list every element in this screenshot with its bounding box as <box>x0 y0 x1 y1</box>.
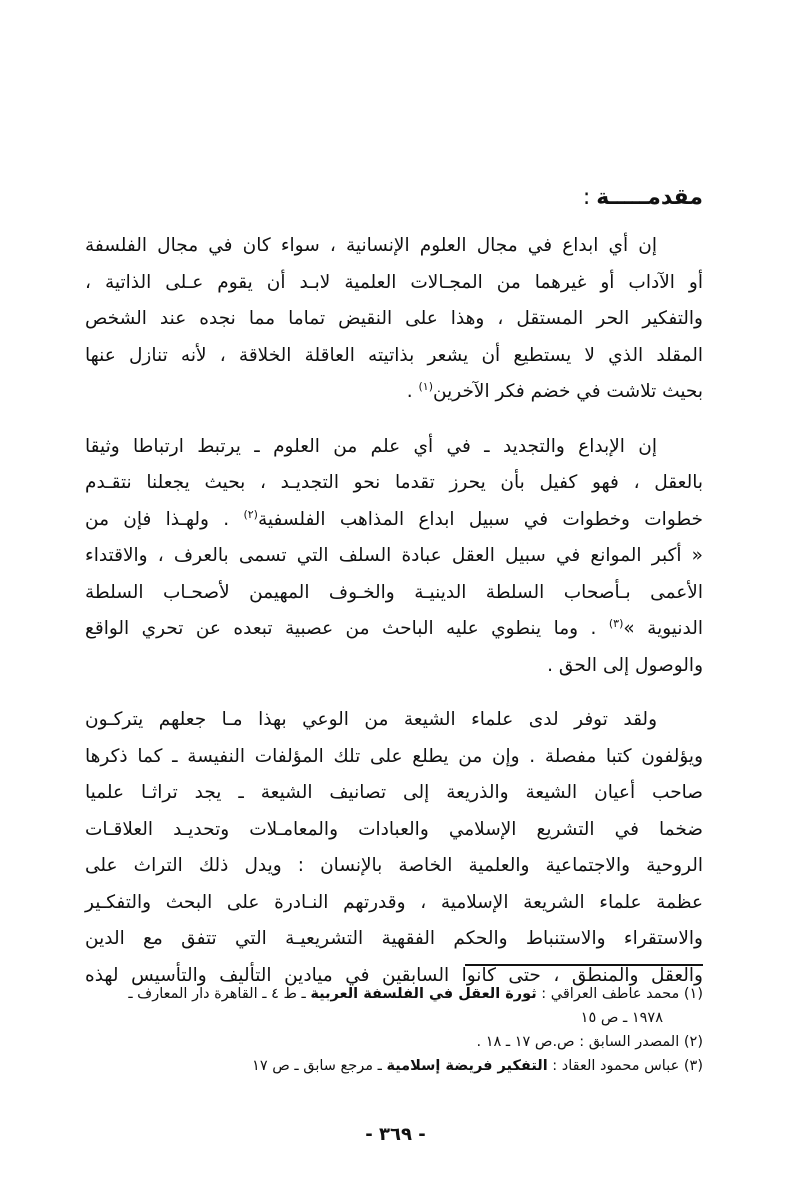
footnote-book-title: ثورة العقل في الفلسفة العربية <box>310 986 537 1002</box>
footnote-3 <box>83 1054 703 1078</box>
footnote-1 <box>83 982 703 1006</box>
page-number: - ٣٦٩ - <box>365 1124 426 1145</box>
footnote-1-continuation: ١٩٧٨ ـ ص ١٥ <box>580 1010 663 1026</box>
heading-title: مقدمـــــة <box>596 185 703 210</box>
text-line: ويؤلفون كتبا مفصلة . وإن من يطلع على تلك المؤلفات النفيسة ـ كما ذكرها <box>85 745 703 767</box>
text-segment: خطوات وخطوات في سبيل ابداع المذاهب الفلسفية <box>257 508 703 530</box>
section-heading <box>583 180 703 216</box>
text-line: الروحية والاجتماعية والعلمية الخاصة بالإنسان : ويدل ذلك التراث على <box>85 855 703 876</box>
text-line: والتفكير الحر المستقل ، وهذا على النقيض تماما مما نجده عند الشخص <box>85 308 703 329</box>
footnote-number: (١) <box>683 986 703 1002</box>
text-line: ولقد توفر لدى علماء الشيعة من الوعي بهذا مـا جعلهم يتركـون <box>85 709 657 730</box>
footnote-ref-1[interactable]: (١) <box>418 379 434 393</box>
text-line: الأعمى بـأصحاب السلطة الدينيـة والخـوف المهيمن لأصحـاب السلطة <box>85 581 703 603</box>
text-line: أو الآداب أو غيرهما من المجـالات العلمية لابـد أن يقوم عـلى الذاتية ، <box>85 271 703 293</box>
heading-colon: : <box>582 185 591 210</box>
text-line: صاحب أعيان الشيعة والذريعة إلى تصانيف الشيعة ـ يجد تراثـا علميا <box>85 782 703 803</box>
text-line: والعقل والمنطق ، حتى كانوا السابقين في ميادين التأليف والتأسيس لهذه <box>85 964 703 986</box>
text-line: إن الإبداع والتجديد ـ في أي علم من العلوم ـ يرتبط ارتباطا وثيقا <box>85 435 657 457</box>
footnotes <box>83 982 703 1078</box>
footnote-text: ـ مرجع سابق ـ ص ١٧ <box>252 1058 387 1074</box>
footnote-separator <box>465 964 703 966</box>
paragraph-1 <box>85 228 703 411</box>
footnote-2 <box>83 1030 703 1054</box>
text-segment: . ولهـذا فإن من <box>85 508 244 530</box>
text-line: ضخما في التشريع الإسلامي والعبادات والمعامـلات وتحديـد العلاقـات <box>85 818 703 840</box>
text-line: إن أي ابداع في مجال العلوم الإنسانية ، سواء كان في مجال الفلسفة <box>85 235 657 256</box>
footnote-number: (٢) <box>683 1034 703 1050</box>
footnote-text: المصدر السابق : ص.ص ١٧ ـ ١٨ . <box>476 1034 684 1050</box>
text-line: والاستقراء والاستنباط والحكم الفقهية التشريعيـة التي تتفق مع الدين <box>85 928 703 949</box>
footnote-number: (٣) <box>683 1058 703 1074</box>
text-line <box>85 374 703 411</box>
text-line: المقلد الذي لا يستطيع أن يشعر بذاتيته العاقلة الخلاقة ، لأنه تنازل عنها <box>85 344 703 366</box>
paragraph-3 <box>85 702 703 994</box>
footnote-book-title: التفكير فريضة إسلامية <box>386 1058 548 1074</box>
text-line: عظمة علماء الشريعة الإسلامية ، وقدرتهم النـادرة على البحث والتفكـير <box>85 891 703 913</box>
text-segment: بحيث تلاشت في خضم فكر الآخرين <box>433 381 703 402</box>
text-segment: . وما ينطوي عليه الباحث من عصبية تبعده عن تحري الواقع <box>85 618 609 639</box>
text-line <box>85 502 703 539</box>
footnote-ref-2[interactable]: (٢) <box>243 507 258 521</box>
text-segment: الدنيوية » <box>623 618 703 639</box>
text-line: « أكبر الموانع في سبيل العقل عبادة السلف التي تسمى بالعرف ، والاقتداء <box>85 545 703 566</box>
text-line: بالعقل ، فهو كفيل بأن يحرز تقدما نحو التجديـد ، بحيث يجعلنا نتقـدم <box>85 472 703 493</box>
footnote-text: عباس محمود العقاد : <box>547 1058 684 1074</box>
footnote-text: محمد عاطف العراقي : <box>536 986 684 1002</box>
text-line <box>85 611 703 648</box>
text-line: والوصول إلى الحق . <box>547 654 703 676</box>
paragraph-2 <box>85 429 703 685</box>
footnote-ref-3[interactable]: (٣) <box>608 616 624 630</box>
footnote-text: ـ ط ٤ ـ القاهرة دار المعارف ـ <box>128 986 311 1002</box>
text-segment: . <box>406 381 419 402</box>
body-text <box>85 228 703 1012</box>
